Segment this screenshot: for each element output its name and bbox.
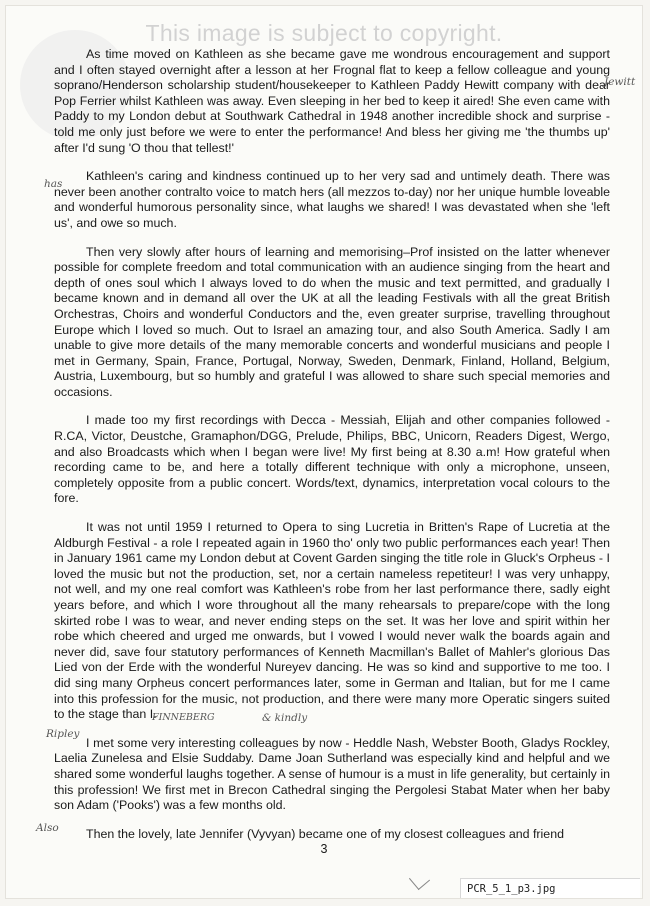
checkmark [409, 869, 430, 890]
copyright-watermark: This image is subject to copyright. [145, 20, 503, 46]
body-text [54, 47, 610, 855]
page-number: 3 [320, 842, 328, 856]
annotation-has: has [44, 178, 63, 190]
document-page [6, 6, 642, 898]
file-label: PCR_5_1_p3.jpg [460, 878, 640, 898]
annotation-kindly: & kindly [262, 712, 308, 724]
paragraph-1: As time moved on Kathleen as she became gave me wondrous encouragement and support and I often stayed overnight after a lesson at her Frognal flat to keep a fellow colleague and young soprano/Henderson scholarship student/housekeeper to Kathleen Paddy Hewitt company with dear Pop Ferrier whilst Kathleen was away. Even sleeping in her bed to keep it aired! She even came with Paddy to my London debut at Southwark Cathedral in 1948 another incredible shock and surprise - told me only just before we were to enter the performance! And bless her giving me 'the thumbs up' after I'd sung 'O thou that tellest!' [54, 47, 610, 155]
paragraph-6: I met some very interesting colleagues by now - Heddle Nash, Webster Booth, Gladys Rockley, Laelia Zunelesa and Elsie Suddaby. Dame Joan Sutherland was especially kind and helpful and we shared some wonderful laughs together. A sense of humour is a must in life generality, but certainly in this profession! We first met in Brecon Cathedral singing the Pergolesi Stabat Mater when her baby son Adam ('Pooks') was a few months old. [54, 735, 610, 813]
paragraph-4: I made too my first recordings with Decca - Messiah, Elijah and other companies followed - R.CA, Victor, Deustche, Gramaphon/DGG, Prelude, Philips, BBC, Unicorn, Readers Digest, Wergo, and also Broadcasts which when I began were live! My first being at 8.30 a.m! How grateful when recording came to be, and here a totally different technique with only a microphone, unseen, completely opposite from a public concert. Words/text, dynamics, interpretation vocal colours to the fore. [54, 413, 610, 506]
annotation-jewitt: Jewitt [604, 76, 636, 88]
paragraph-2: Kathleen's caring and kindness continued up to her very sad and untimely death. There was never been another contralto voice to match hers (all mezzos to-day) nor her unique humble loveable and wonderful humorous personality since, what laughs we shared! I was devastated when she 'left us', and owe so much. [54, 169, 610, 230]
paragraph-5: It was not until 1959 I returned to Opera to sing Lucretia in Britten's Rape of Lucretia at the Aldburgh Festival - a role I repeated again in 1960 tho' only two public performances each year! Then in January 1961 came my London debut at Covent Garden singing the title role in Gluck's Orpheus - I loved the music but not the production, set, nor a certain nameless repetiteur! I was very unhappy, not well, and my one real comfort was Kathleen's robe from her last performance there, sadly eight years before, and which I wore throughout all the many rehearsals to prepare/cope with the long skirted robe I was to wear, and never ending steps on the set. It was her love and spirit within her robe which cheered and urged me onwards, but I vowed I would never walk the boards again and never did, save four statutory performances of Kenneth Macmillan's Ballet of Mahler's glorious Das Lied von der Erde with the wonderful Nureyev dancing. He was so kind and supportive to me too. I did sing many Orpheus concert performances later, some in German and Italian, but for me I came into this profession for the music, not production, and there were many more Operatic singers suited to the stage than I. [54, 520, 610, 722]
annotation-ripley: Ripley [46, 728, 80, 740]
annotation-finneberg: FINNEBERG [152, 712, 215, 723]
paragraph-3: Then very slowly after hours of learning and memorising–Prof insisted on the latter whenever possible for complete freedom and total communication with an audience singing from the heart and depth of ones soul which I always loved to do when the music and text permitted, and gradually I became known and in demand all over the UK at all the leading Festivals with all the great British Orchestras, Choirs and wonderful Conductors and the, even greater surprise, travelling throughout Europe which I loved so much. Out to Israel an amazing tour, and also South America. Sadly I am unable to give more details of the many memorable concerts and wonderful musicians and people I met in Germany, Spain, France, Portugal, Norway, Sweden, Denmark, Finland, Holland, Belgium, Austria, Luxembourg, but so humbly and grateful I was allowed to share such special memories and occasions. [54, 244, 610, 399]
annotation-also: Also [36, 822, 59, 834]
paragraph-7: Then the lovely, late Jennifer (Vyvyan) became one of my closest colleagues and friend [86, 826, 564, 841]
